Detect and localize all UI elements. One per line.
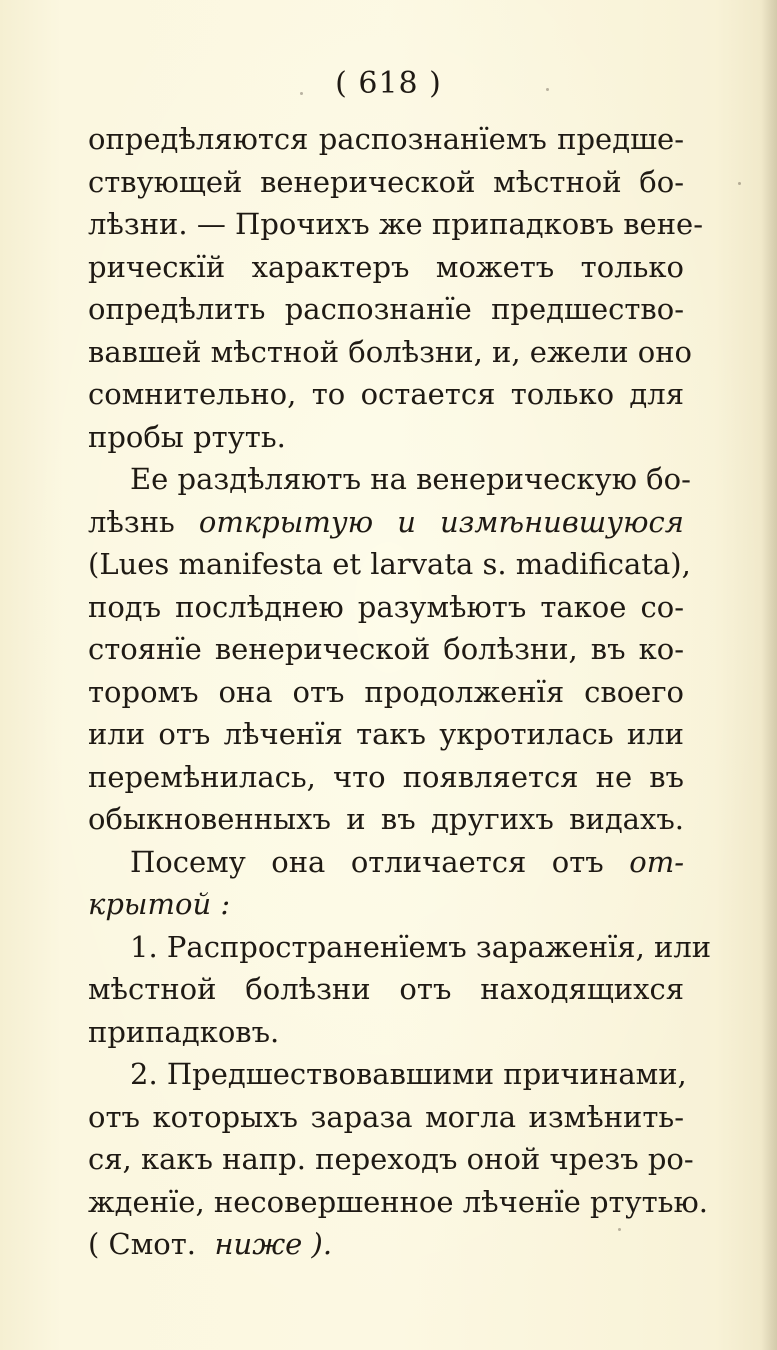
list-item-line: 1. Распространенїемъ зараженїя, или	[130, 929, 712, 964]
page-edge-shadow	[761, 0, 777, 1350]
text-line: лѣзни. — Прочихъ же припадковъ вене-	[88, 207, 703, 241]
text-line: торомъ она отъ продолженїя своего	[88, 674, 684, 709]
text-line: жденїе, несовершенное лѣченїе ртутью.	[88, 1184, 708, 1219]
text-line: ствующей венерической мѣстной бо-	[88, 164, 684, 199]
text-line: ся, какъ напр. переходъ оной чрезъ ро-	[88, 1142, 694, 1176]
text-line: или отъ лѣченїя такъ укротилась или	[88, 717, 684, 751]
italic-term: от-	[629, 844, 685, 879]
text-line: рическїй характеръ можетъ только	[88, 249, 684, 284]
text-line: опредѣляются распознанїемъ предше-	[88, 122, 684, 156]
text-line	[88, 501, 684, 544]
body-text	[88, 118, 712, 1266]
text-line: перемѣнилась, что появляется не въ	[88, 759, 684, 794]
text-fragment: лѣзнь	[88, 504, 175, 539]
text-fragment: Посему она отличается отъ	[130, 844, 604, 879]
text-line: припадковъ.	[88, 1014, 280, 1049]
italic-term: открытую и измѣнившуюся	[198, 504, 684, 539]
text-line: мѣстной болѣзни отъ находящихся	[88, 972, 684, 1006]
italic-term: ниже ).	[214, 1227, 333, 1261]
text-line: стоянїе венерической болѣзни, въ ко-	[88, 632, 684, 666]
text-line: сомнительно, то остается только для	[88, 377, 684, 411]
text-line: обыкновенныхъ и въ другихъ видахъ.	[88, 802, 684, 836]
paragraph-start-line	[88, 841, 684, 884]
text-line: (Lues manifesta et larvata s. madificata),	[88, 547, 691, 581]
text-line: вавшей мѣстной болѣзни, и, ежели оно	[88, 334, 693, 369]
paragraph-start-line: Ее раздѣляютъ на венерическую бо-	[130, 462, 691, 496]
text-line: отъ которыхъ зараза могла измѣнить-	[88, 1099, 684, 1134]
text-line: подъ послѣднею разумѣютъ такое со-	[88, 589, 684, 624]
italic-term-line: крытой :	[88, 887, 231, 921]
paper-speck	[738, 182, 741, 185]
text-line: пробы ртуть.	[88, 419, 286, 454]
text-fragment: ( Смот.	[88, 1227, 196, 1261]
text-line: опредѣлить распознанїе предшество-	[88, 292, 684, 326]
text-line	[88, 1223, 684, 1266]
page-number: ( 618 )	[335, 66, 442, 101]
list-item-line: 2. Предшествовавшими причинами,	[130, 1057, 687, 1091]
